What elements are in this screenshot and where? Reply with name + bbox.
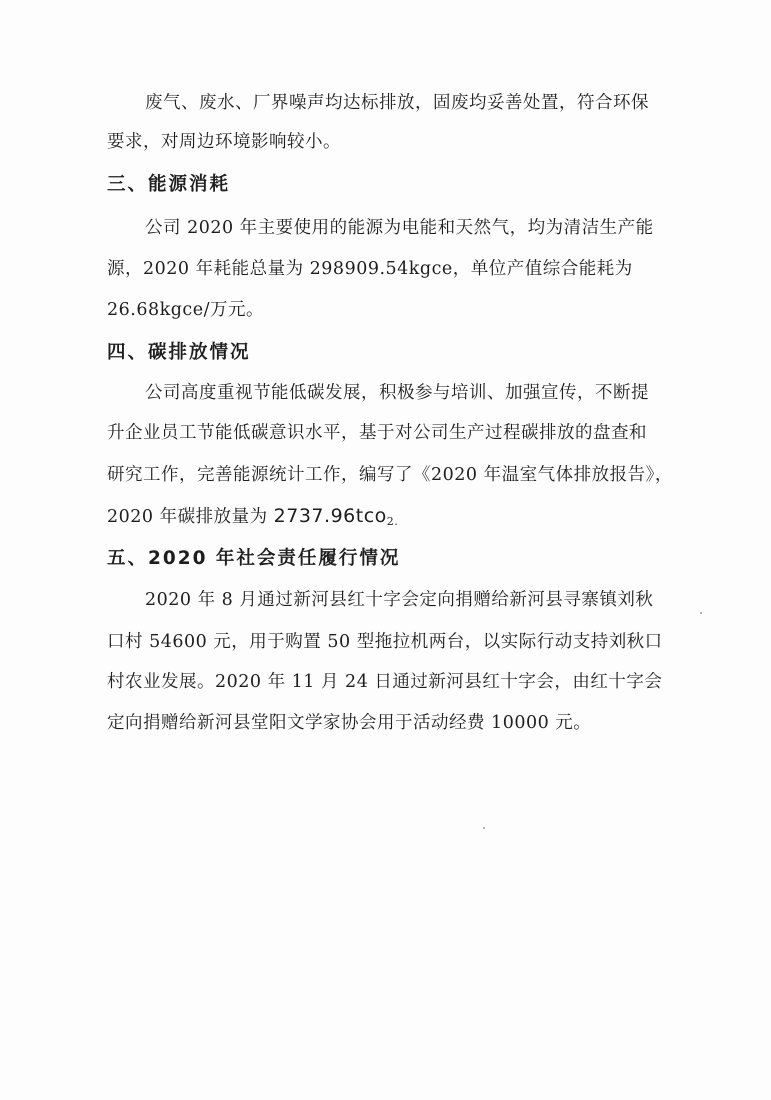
heading-carbon-emission: 四、碳排放情况 [107,342,251,363]
sec5-line-3: 村农业发展。2020 年 11 月 24 日通过新河县红十字会，由红十字会 [107,672,663,692]
heading-energy-consumption: 三、能源消耗 [107,174,231,195]
carbon-emission-label: 2020 年碳排放量为 [107,507,274,527]
scan-speck [483,827,485,829]
sec4-line-2: 升企业员工节能低碳意识水平，基于对公司生产过程碳排放的盘查和 [107,423,647,443]
sec2-line-1: 废气、废水、厂界噪声均达标排放，固废均妥善处置，符合环保 [145,93,649,113]
sec5-line-1: 2020 年 8 月通过新河县红十字会定向捐赠给新河县寻寨镇刘秋 [145,590,654,610]
sec3-line-2: 源，2020 年耗能总量为 298909.54kgce，单位产值综合能耗为 [107,259,633,279]
sec3-line-1: 公司 2020 年主要使用的能源为电能和天然气，均为清洁生产能 [145,218,654,238]
sec5-line-4: 定向捐赠给新河县堂阳文学家协会用于活动经费 10000 元。 [107,713,592,733]
carbon-emission-value: 2737.96tco [273,505,387,527]
sec2-line-2: 要求，对周边环境影响较小。 [107,132,341,152]
sec3-line-3: 26.68kgce/万元。 [107,300,264,320]
scan-speck [700,612,702,614]
sec5-line-2: 口村 54600 元，用于购置 50 型拖拉机两台，以实际行动支持刘秋口 [107,632,663,652]
heading-social-responsibility: 五、2020 年社会责任履行情况 [107,548,401,569]
sec4-line-1: 公司高度重视节能低碳发展，积极参与培训、加强宣传，不断提 [145,383,649,403]
sec4-line-4 [107,504,398,534]
sec4-line-3: 研究工作，完善能源统计工作，编写了《2020 年温室气体排放报告》， [107,465,673,485]
carbon-emission-subscript: 2. [386,515,399,528]
